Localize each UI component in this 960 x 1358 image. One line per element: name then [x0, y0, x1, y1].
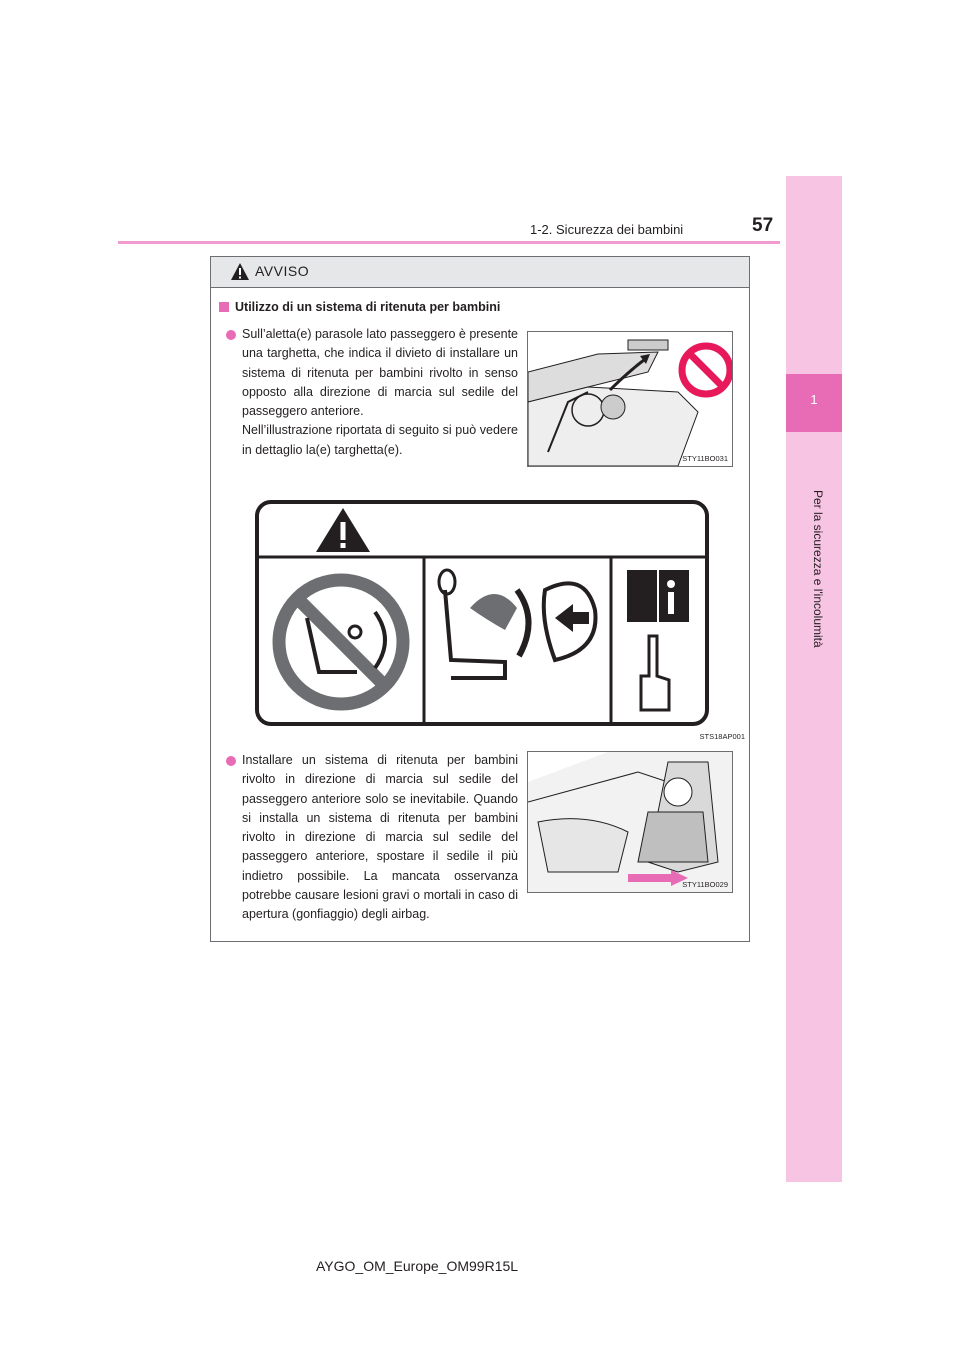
sunvisor-figure [527, 331, 733, 467]
figure-code: STY11BO029 [682, 880, 728, 889]
square-bullet-icon [219, 302, 229, 312]
header-rule [118, 241, 780, 244]
document-code: AYGO_OM_Europe_OM99R15L [316, 1258, 519, 1274]
chapter-tab [786, 176, 842, 1182]
bullet-forward-facing [228, 751, 518, 925]
warning-triangle-icon [230, 262, 250, 281]
warning-title: AVVISO [255, 263, 310, 279]
bullet-text-detail: Nell’illustrazione riportata di seguito si può vedere in dettaglio la(e) targhetta(e). [242, 423, 518, 457]
subheading-text: Utilizzo di un sistema di ritenuta per bambini [235, 300, 501, 314]
section-title: 1-2. Sicurezza dei bambini [530, 222, 684, 237]
figure-code: STY11BO031 [682, 454, 728, 463]
warning-header [211, 257, 749, 288]
dashboard-illustration [528, 332, 732, 466]
bullet-dot-icon [226, 756, 236, 766]
chapter-number: 1 [810, 392, 818, 407]
airbag-label-graphic [255, 500, 709, 726]
bullet-sunvisor-label [228, 325, 518, 460]
subheading [219, 300, 500, 314]
bullet-dot-icon [226, 330, 236, 340]
child-seat-figure [527, 751, 733, 893]
child-seat-illustration [528, 752, 732, 892]
bullet-text: Installare un sistema di ritenuta per bambini rivolto in direzione di marcia sul sedile del passeggero anteriore solo se inevitabile. Quando si installa un sistema di ritenuta per bambini rivolto in direzione di marcia sul sedile del passeggero anteriore, spostare il sedile il più indietro possibile. La mancata osservanza potrebbe causare lesioni gravi o mortali in caso di apertura (gonfiaggio) degli airbag. [242, 753, 518, 922]
bullet-text: Sull’aletta(e) parasole lato passeggero è presente una targhetta, che indica il divieto di installare un sistema di ritenuta per bambini rivolto in senso opposto alla direzione di marcia sul sedile del passeggero anteriore. [242, 327, 518, 419]
chapter-title: Per la sicurezza e l'incolumità [811, 490, 825, 648]
warning-box [210, 256, 750, 942]
airbag-label [255, 500, 709, 726]
label-code: STS18AP001 [699, 732, 745, 741]
page-number: 57 [752, 215, 774, 236]
